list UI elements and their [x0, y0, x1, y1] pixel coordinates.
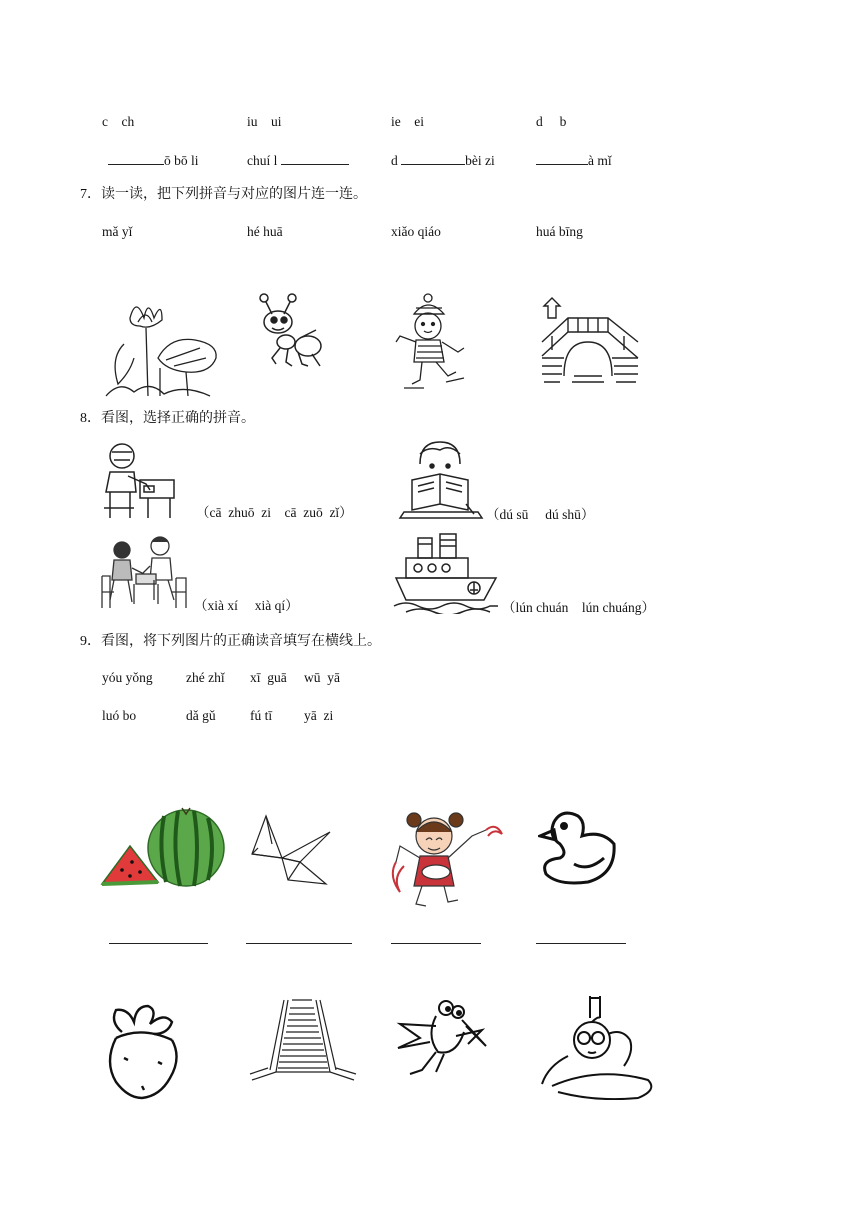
- q7-title: 7．读一读，把下列拼音与对应的图片连一连。: [80, 187, 367, 202]
- pair-4: d b: [536, 114, 567, 129]
- q9-word: yóu yǒng: [102, 670, 153, 685]
- watermelon-picture: [100, 806, 226, 890]
- ant-picture[interactable]: [250, 292, 330, 370]
- paper-crane-picture: [248, 814, 332, 886]
- pair-3: ie ei: [391, 114, 424, 129]
- q8-options-3[interactable]: （xià xí xià qí）: [194, 598, 299, 613]
- fill-blank-2: chuí l: [247, 152, 349, 169]
- q9-word: zhé zhǐ: [186, 670, 225, 685]
- q7-pinyin-3[interactable]: xiǎo qiáo: [391, 224, 441, 239]
- lotus-picture[interactable]: [100, 288, 225, 400]
- escalator-picture: [248, 996, 358, 1082]
- steamship-picture: [392, 532, 500, 614]
- q9-word: xī guā: [250, 670, 287, 685]
- drum-girl-picture: [386, 806, 504, 910]
- pair-2: iu ui: [247, 114, 282, 129]
- blank-line[interactable]: [401, 152, 465, 165]
- q9-word: yā zi: [304, 708, 334, 723]
- answer-line[interactable]: [536, 943, 626, 944]
- bridge-picture[interactable]: [538, 296, 642, 390]
- radish-picture: [102, 1002, 182, 1100]
- q9-word: dǎ gǔ: [186, 708, 216, 723]
- pair-1: c ch: [102, 114, 135, 129]
- reading-boy-picture: [398, 440, 484, 520]
- fill-blank-3: d bèi zi: [391, 153, 495, 168]
- blank-line[interactable]: [108, 152, 164, 165]
- crow-picture: [396, 996, 488, 1078]
- swimmer-picture: [538, 994, 664, 1100]
- q8-options-2[interactable]: （dú sū dú shū）: [486, 507, 595, 522]
- fill-blank-1: ō bō li: [108, 152, 199, 169]
- q8-options-1[interactable]: （cā zhuō zi cā zuō zǐ）: [196, 505, 353, 520]
- answer-line[interactable]: [246, 943, 352, 944]
- q9-word: luó bo: [102, 708, 137, 723]
- duck-picture: [538, 808, 618, 890]
- q9-word: wū yā: [304, 670, 340, 685]
- answer-line[interactable]: [391, 943, 481, 944]
- wiping-table-picture: [102, 442, 180, 520]
- q7-pinyin-1[interactable]: mǎ yǐ: [102, 224, 133, 239]
- q9-word: fú tī: [250, 708, 273, 723]
- blank-line[interactable]: [281, 152, 349, 165]
- q8-options-4[interactable]: （lún chuán lún chuáng）: [502, 600, 655, 615]
- blank-line[interactable]: [536, 152, 588, 165]
- fill-blank-4: à mǐ: [536, 152, 612, 169]
- q8-title: 8．看图，选择正确的拼音。: [80, 411, 255, 426]
- q7-pinyin-4[interactable]: huá bīng: [536, 224, 583, 239]
- answer-line[interactable]: [109, 943, 208, 944]
- skating-child-picture[interactable]: [390, 292, 470, 396]
- q7-pinyin-2[interactable]: hé huā: [247, 224, 283, 239]
- q9-title: 9．看图，将下列图片的正确读音填写在横线上。: [80, 634, 381, 649]
- playing-chess-picture: [98, 534, 190, 610]
